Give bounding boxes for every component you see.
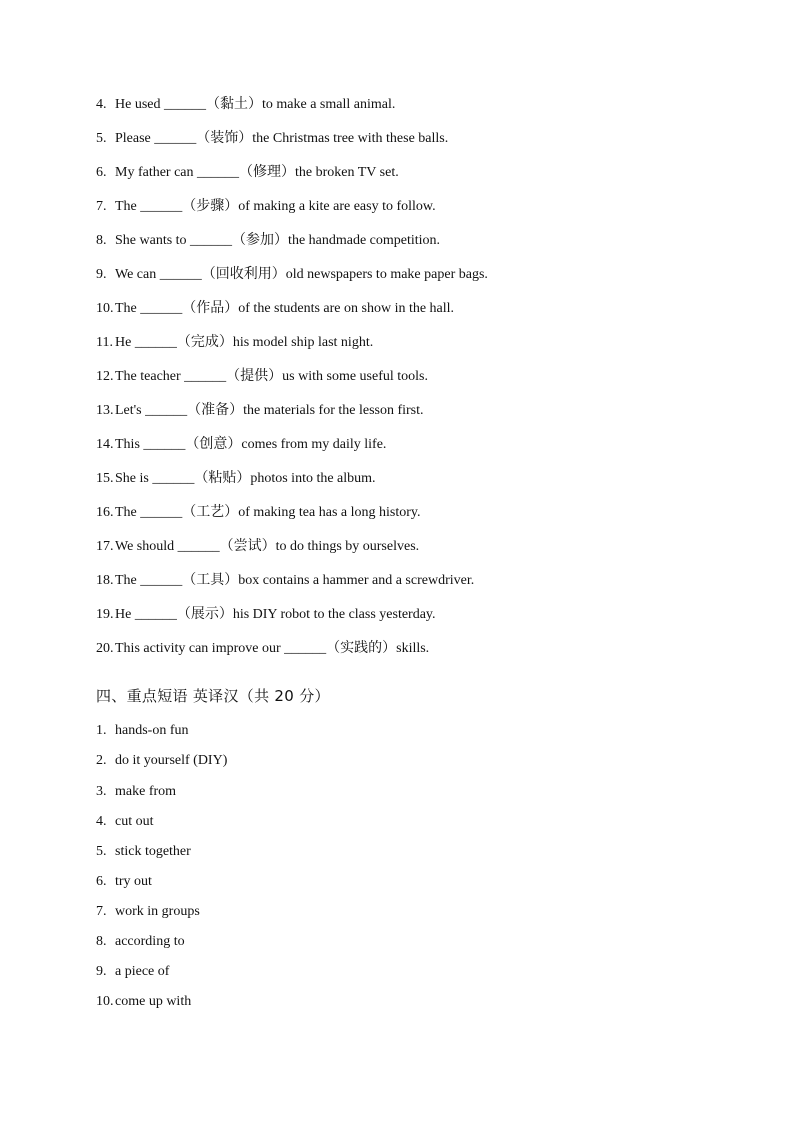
item-text: She wants to ______（参加）the handmade competition. — [115, 233, 441, 248]
fill-blank-item — [96, 164, 399, 182]
item-number: 16. — [96, 505, 114, 520]
fill-blank-item — [96, 130, 448, 148]
item-number: 9. — [96, 964, 107, 979]
item-number: 7. — [96, 199, 107, 214]
item-text: try out — [115, 874, 152, 889]
item-text: He ______（完成）his model ship last night. — [115, 335, 374, 350]
phrase-item — [96, 903, 200, 921]
phrase-item — [96, 843, 191, 861]
item-text: make from — [115, 784, 177, 799]
phrase-item — [96, 752, 227, 770]
item-number: 8. — [96, 233, 107, 248]
item-text: cut out — [115, 814, 154, 829]
item-text: My father can ______（修理）the broken TV set. — [115, 165, 399, 180]
fill-blank-item — [96, 334, 373, 352]
item-text: Please ______（装饰）the Christmas tree with these balls. — [115, 131, 449, 146]
fill-blank-item — [96, 300, 454, 318]
fill-blank-item — [96, 538, 419, 556]
item-number: 3. — [96, 784, 107, 799]
item-text: The ______（作品）of the students are on show in the hall. — [115, 301, 455, 316]
item-number: 15. — [96, 471, 114, 486]
item-number: 12. — [96, 369, 114, 384]
item-number: 14. — [96, 437, 114, 452]
item-number: 2. — [96, 753, 107, 768]
item-text: He ______（展示）his DIY robot to the class yesterday. — [115, 607, 436, 622]
item-number: 7. — [96, 904, 107, 919]
item-number: 19. — [96, 607, 114, 622]
item-text: We should ______（尝试）to do things by ourselves. — [115, 539, 420, 554]
fill-blank-item — [96, 402, 424, 420]
item-text: do it yourself (DIY) — [115, 753, 228, 768]
item-text: come up with — [115, 994, 192, 1009]
item-text: She is ______（粘贴）photos into the album. — [115, 471, 376, 486]
fill-blank-item — [96, 96, 395, 114]
fill-blank-item — [96, 266, 488, 284]
item-number: 8. — [96, 934, 107, 949]
fill-blank-item — [96, 504, 420, 522]
item-text: The ______（工具）box contains a hammer and a screwdriver. — [115, 573, 475, 588]
fill-blank-item — [96, 470, 376, 488]
item-text: Let's ______（准备）the materials for the lesson first. — [115, 403, 424, 418]
item-text: stick together — [115, 844, 191, 859]
item-text: a piece of — [115, 964, 170, 979]
phrase-item — [96, 873, 152, 891]
item-text: He used ______（黏土）to make a small animal. — [115, 97, 396, 112]
item-number: 1. — [96, 723, 107, 738]
fill-blank-item — [96, 198, 436, 216]
item-text: work in groups — [115, 904, 200, 919]
item-number: 13. — [96, 403, 114, 418]
fill-blank-item — [96, 640, 429, 658]
phrase-item — [96, 963, 169, 981]
item-number: 10. — [96, 301, 114, 316]
phrase-item — [96, 783, 176, 801]
item-text: The ______（步骤）of making a kite are easy to follow. — [115, 199, 436, 214]
item-number: 9. — [96, 267, 107, 282]
phrase-item — [96, 813, 154, 831]
phrase-item — [96, 993, 191, 1011]
item-number: 4. — [96, 97, 107, 112]
section-heading: 四、重点短语 英译汉（共 20 分） — [96, 687, 330, 705]
item-text: The ______（工艺）of making tea has a long history. — [115, 505, 421, 520]
fill-blank-item — [96, 606, 436, 624]
fill-blank-item — [96, 572, 474, 590]
item-number: 10. — [96, 994, 114, 1009]
item-number: 5. — [96, 131, 107, 146]
item-number: 6. — [96, 165, 107, 180]
item-number: 5. — [96, 844, 107, 859]
item-text: We can ______（回收利用）old newspapers to make paper bags. — [115, 267, 488, 282]
item-text: This ______（创意）comes from my daily life. — [115, 437, 387, 452]
item-text: This activity can improve our ______（实践的）skills. — [115, 641, 430, 656]
item-text: according to — [115, 934, 185, 949]
fill-blank-item — [96, 232, 440, 250]
item-text: hands-on fun — [115, 723, 189, 738]
phrase-item — [96, 933, 185, 951]
item-number: 18. — [96, 573, 114, 588]
item-number: 4. — [96, 814, 107, 829]
item-number: 6. — [96, 874, 107, 889]
item-number: 20. — [96, 641, 114, 656]
item-text: The teacher ______（提供）us with some useful tools. — [115, 369, 429, 384]
phrase-item — [96, 722, 189, 740]
fill-blank-item — [96, 436, 386, 454]
fill-blank-item — [96, 368, 428, 386]
item-number: 17. — [96, 539, 114, 554]
item-number: 11. — [96, 335, 113, 350]
